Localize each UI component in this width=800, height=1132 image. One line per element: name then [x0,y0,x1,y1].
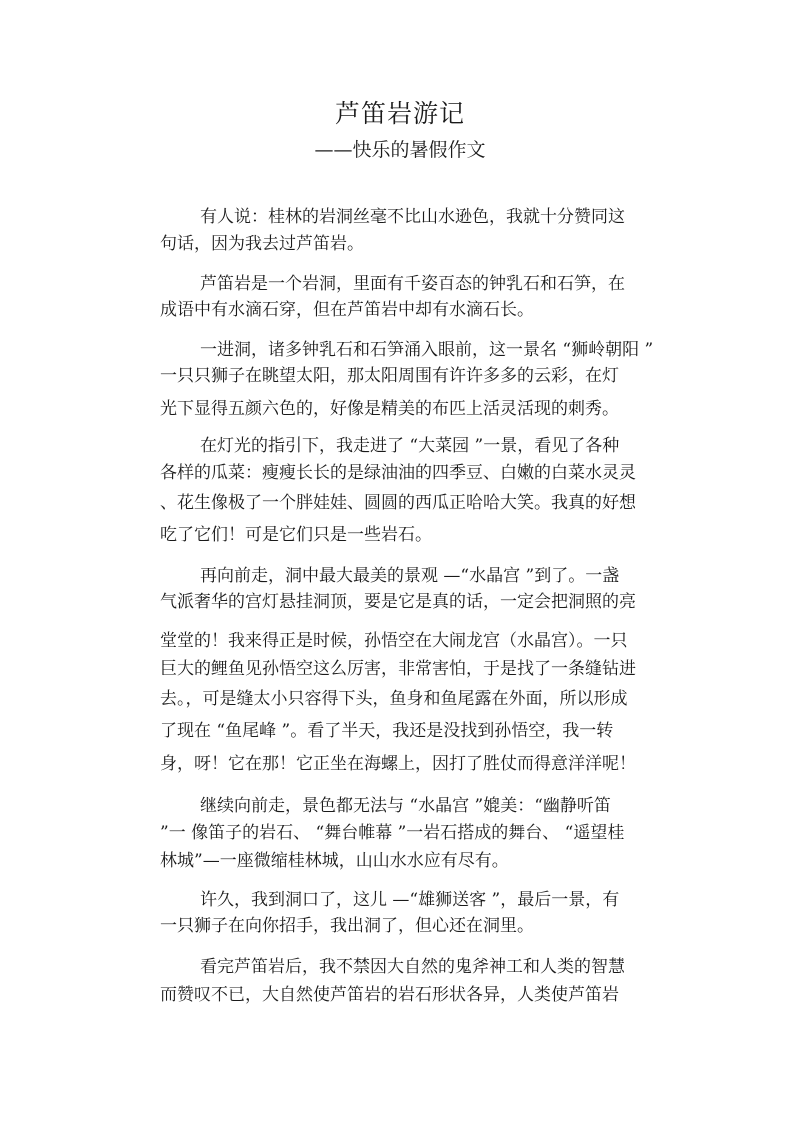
text-line: 光下显得五颜六色的，好像是精美的布匹上活灵活现的刺秀。 [160,399,619,419]
text-line: 许久，我到洞口了，这儿 —“雄狮送客 ”，最后一景，有 [200,890,620,910]
text-line: 林城”—一座微缩桂林城，山山水水应有尽有。 [160,851,509,871]
text-line: 巨大的鲤鱼见孙悟空这么厉害，非常害怕，于是找了一条缝钻进 [160,659,636,679]
text-line: 而赞叹不已，大自然使芦笛岩的岩石形状各异，人类使芦笛岩 [160,985,619,1005]
text-line: 一进洞，诸多钟乳石和石笋涌入眼前，这一景名 “狮岭朝阳 ” [200,340,654,360]
text-line: 一只只狮子在眺望太阳，那太阳周围有许许多多的云彩，在灯 [160,366,619,386]
text-line: 在灯光的指引下，我走进了 “大菜园 ”一景，看见了各种 [200,436,620,456]
text-line: 各样的瓜菜：瘦瘦长长的是绿油油的四季豆、白嫩的白菜水灵灵 [160,463,636,483]
text-line: 成语中有水滴石穿，但在芦笛岩中却有水滴石长。 [160,300,534,320]
text-line: 气派奢华的宫灯悬挂洞顶，要是它是真的话，一定会把洞照的亮 [160,592,636,612]
text-line: 身，呀！它在那！它正坐在海螺上，因打了胜仗而得意洋洋呢！ [160,754,636,774]
text-line: 句话，因为我去过芦笛岩。 [160,234,364,254]
text-line: 有人说：桂林的岩洞丝毫不比山水逊色，我就十分赞同这 [200,207,625,227]
text-line: 继续向前走，景色都无法与 “水晶宫 ”媲美：“幽静听笛 [200,796,611,816]
document-title: 芦笛岩游记 [334,99,465,128]
text-line: 堂堂的！我来得正是时候，孙悟空在大闹龙宫（水晶宫）。一只 [160,631,628,651]
text-line: 、花生像极了一个胖娃娃、圆圆的西瓜正哈哈大笑。我真的好想 [160,493,636,513]
text-line: 再向前走，洞中最大最美的景观 —“水晶宫 ”到了。一盏 [200,566,620,586]
text-line: 去。，可是缝太小只容得下头，鱼身和鱼尾露在外面，所以形成 [160,689,628,709]
text-line: ”一 像笛子的岩石、 “舞台帷幕 ”一岩石搭成的舞台、 “遥望桂 [160,823,625,843]
text-line: 吃了它们！可是它们只是一些岩石。 [160,525,432,545]
text-line: 芦笛岩是一个岩洞，里面有千姿百态的钟乳石和石笋，在 [200,274,625,294]
text-line: 了现在 “鱼尾峰 ”。看了半天，我还是没找到孙悟空，我一转 [160,721,614,741]
document-subtitle: ——快乐的暑假作文 [314,139,486,161]
text-line: 看完芦笛岩后，我不禁因大自然的鬼斧神工和人类的智慧 [200,957,625,977]
text-line: 一只狮子在向你招手，我出洞了，但心还在洞里。 [160,916,534,936]
